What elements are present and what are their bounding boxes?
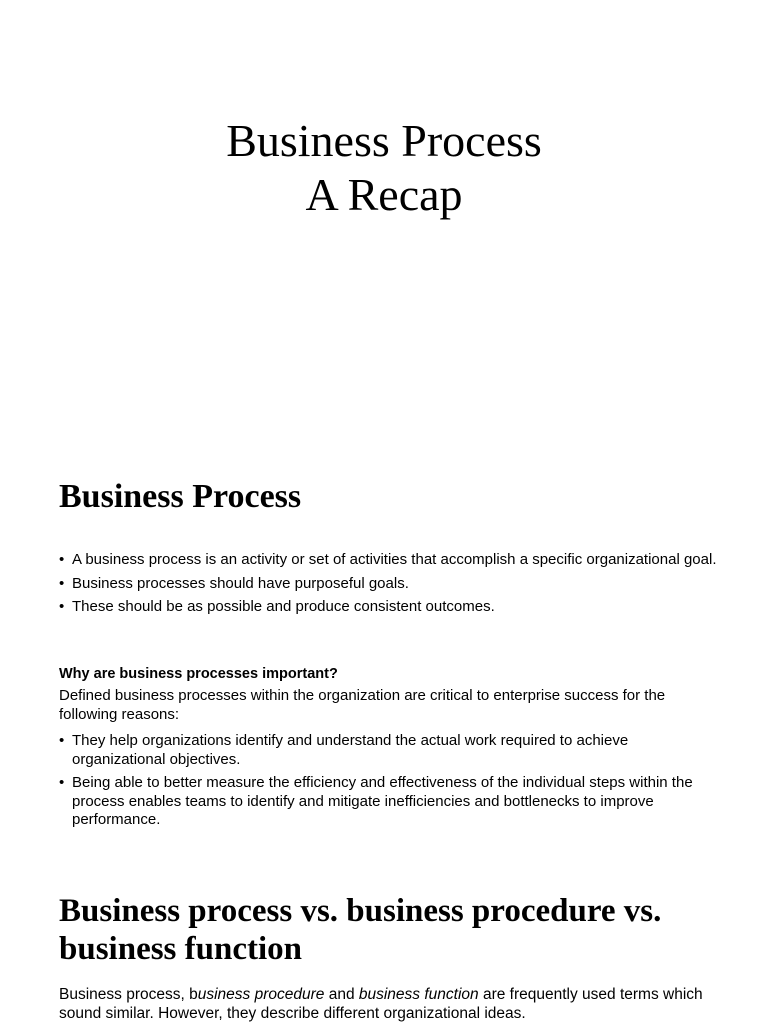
list-item: • These should be as possible and produce consistent outcomes.: [59, 598, 495, 615]
title-slide: [0, 0, 768, 440]
bullet-icon: •: [59, 774, 65, 791]
list-item: • A business process is an activity or set of activities that accomplish a specific organizational goal.: [59, 551, 717, 568]
reasons-intro: Defined business processes within the organization are critical to enterprise success for the following reasons:: [59, 687, 666, 723]
comparison-slide: [59, 892, 739, 1022]
list-item: • They help organizations identify and understand the actual work required to achieve organizational objectives.: [59, 732, 629, 768]
bullet-icon: •: [59, 732, 65, 749]
comparison-paragraph: Business process, business procedure and business function are frequently used terms which sound similar. However, they describe different organizational ideas.: [59, 986, 703, 1022]
reasons-list: [59, 732, 719, 835]
slide-title: [0, 114, 768, 222]
bullet-icon: •: [59, 574, 65, 592]
bullet-icon: •: [59, 551, 65, 568]
list-item: • Business processes should have purposeful goals.: [59, 574, 409, 592]
title-line-2: A Recap: [305, 169, 463, 220]
list-item: • Being able to better measure the efficiency and effectiveness of the individual steps within the process enables teams to identify and mitigate inefficiencies and bottlenecks to improve performance.: [59, 774, 693, 828]
why-heading: Why are business processes important?: [59, 666, 338, 682]
business-process-slide: [59, 476, 719, 828]
bullet-icon: •: [59, 598, 65, 615]
definition-list: [59, 551, 719, 622]
section-heading: Business Process: [59, 478, 302, 515]
title-line-1: Business Process: [226, 115, 542, 166]
comparison-heading: Business process vs. business procedure vs. business function: [59, 893, 662, 967]
